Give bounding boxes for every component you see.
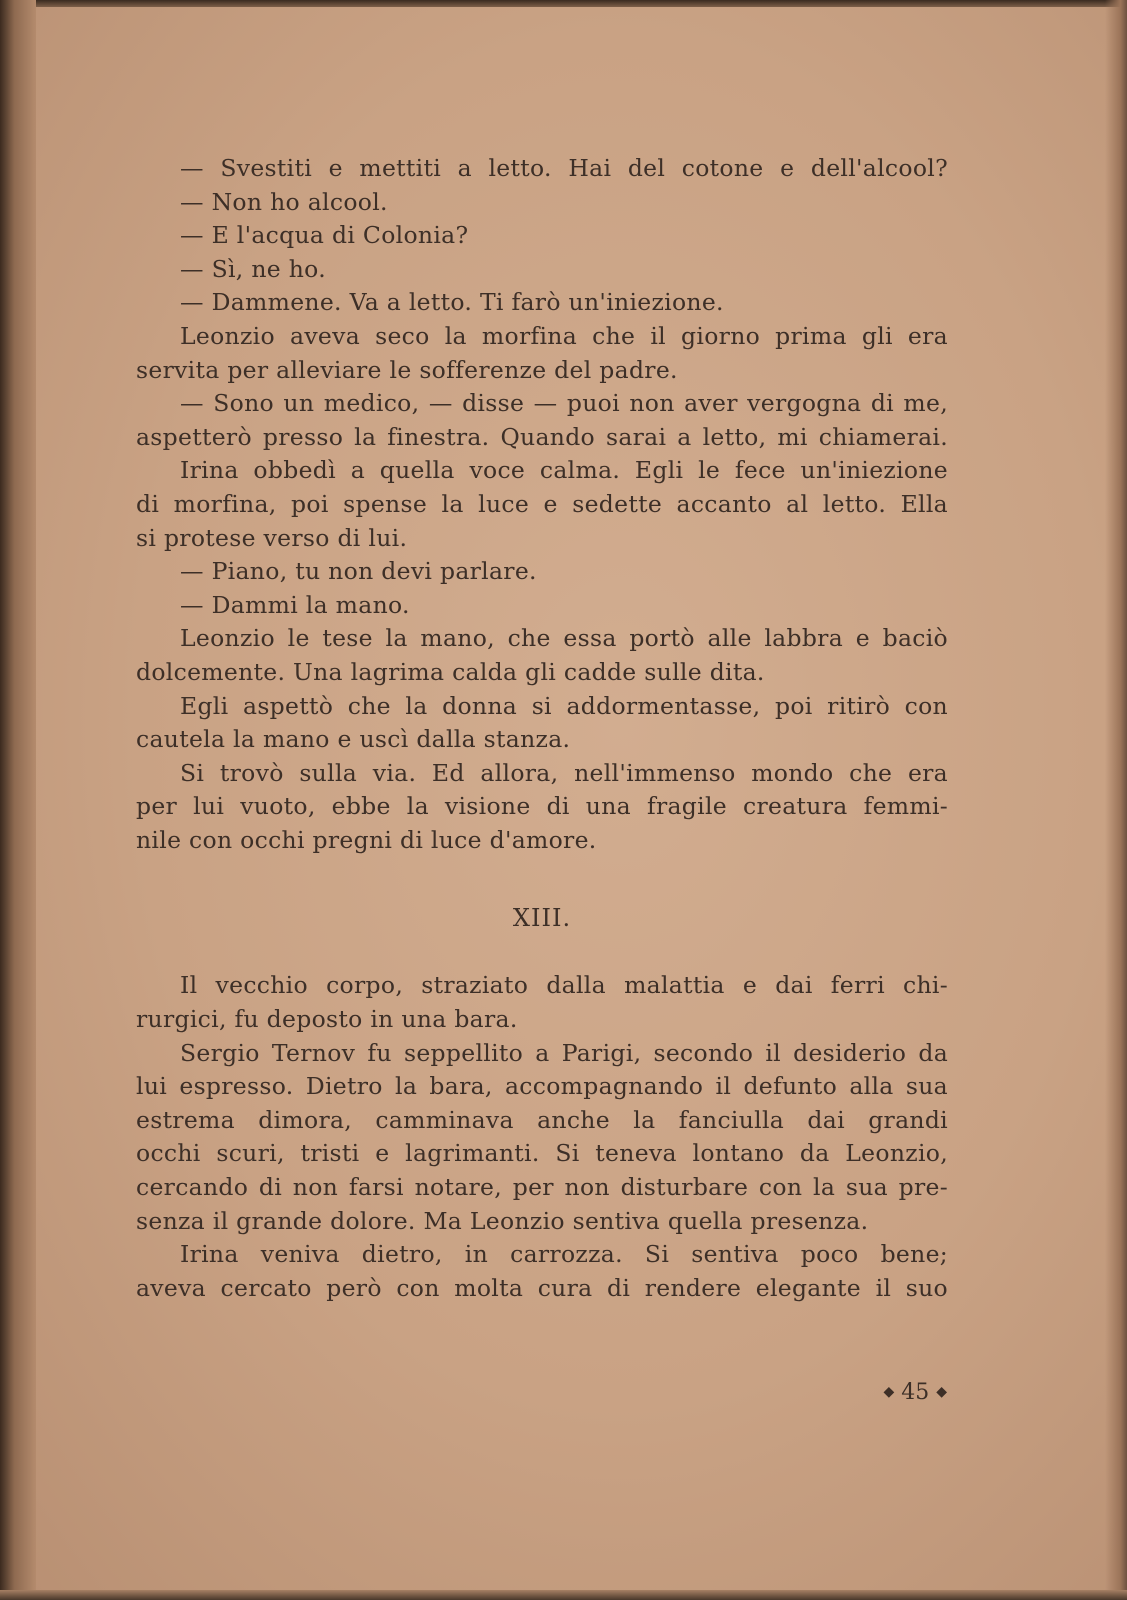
chapter-body [136,969,948,1305]
text-line: cautela la mano e uscì dalla stanza. [136,725,571,754]
text-line: per lui vuoto, ebbe la visione di una fragile creatura femmi- [136,792,948,821]
text-line: senza il grande dolore. Ma Leonzio sentiva quella presenza. [136,1206,869,1235]
page-number: 45 [901,1380,930,1405]
section-gap [136,857,948,893]
text-line: Leonzio le tese la mano, che essa portò alle labbra e baciò [180,624,948,653]
text-line: — Piano, tu non devi parlare. [180,557,537,586]
ornament-right: ◆ [936,1384,947,1400]
text-line: si protese verso di lui. [136,523,408,552]
text-line: cercando di non farsi notare, per non disturbare con la sua pre- [136,1173,948,1202]
text-line: nile con occhi pregni di luce d'amore. [136,825,597,854]
text-line: Egli aspettò che la donna si addormentasse, poi ritirò con [180,691,948,720]
page-number-footer [883,1380,947,1405]
text-line: occhi scuri, tristi e lagrimanti. Si teneva lontano da Leonzio, [136,1139,948,1168]
page-text-block [136,152,948,1305]
section-gap [136,943,948,969]
page-right-edge [1105,0,1127,1600]
text-line: Irina obbedì a quella voce calma. Egli le fece un'iniezione [180,456,948,485]
text-line: — Non ho alcool. [180,187,388,216]
ornament-left: ◆ [883,1384,895,1400]
text-line: Irina veniva dietro, in carrozza. Si sentiva poco bene; [180,1240,948,1269]
text-line: dolcemente. Una lagrima calda gli cadde sulle dita. [136,657,765,686]
page-bottom-edge [0,1590,1127,1600]
text-line: — Svestiti e mettiti a letto. Hai del cotone e dell'alcool? [180,154,948,182]
previous-chapter-ending [136,152,948,857]
text-line: Il vecchio corpo, straziato dalla malattia e dai ferri chi- [180,971,948,1000]
text-line: Leonzio aveva seco la morfina che il giorno prima gli era [180,321,948,350]
text-line: Sergio Ternov fu seppellito a Parigi, secondo il desiderio da [180,1038,948,1067]
text-line: di morfina, poi spense la luce e sedette accanto al letto. Ella [136,489,948,518]
page-top-edge [0,0,1127,7]
text-line: — E l'acqua di Colonia? [180,221,469,250]
text-line: Si trovò sulla via. Ed allora, nell'immenso mondo che era [180,758,948,787]
text-line: rurgici, fu deposto in una bara. [136,1005,518,1034]
text-line: servita per alleviare le sofferenze del padre. [136,355,678,384]
text-line: aveva cercato però con molta cura di rendere elegante il suo [136,1273,948,1302]
text-line: estrema dimora, camminava anche la fanciulla dai grandi [136,1105,948,1134]
text-line: — Sì, ne ho. [180,254,326,283]
page-binding-edge [0,0,36,1600]
text-line: — Dammi la mano. [180,590,410,619]
chapter-heading: XIII. [512,904,572,933]
text-line: — Dammene. Va a letto. Ti farò un'iniezione. [180,288,724,317]
text-line: aspetterò presso la finestra. Quando sarai a letto, mi chiamerai. [136,422,948,451]
text-line: lui espresso. Dietro la bara, accompagnando il defunto alla sua [136,1072,948,1101]
text-line: — Sono un medico, — disse — puoi non aver vergogna di me, [180,389,948,418]
